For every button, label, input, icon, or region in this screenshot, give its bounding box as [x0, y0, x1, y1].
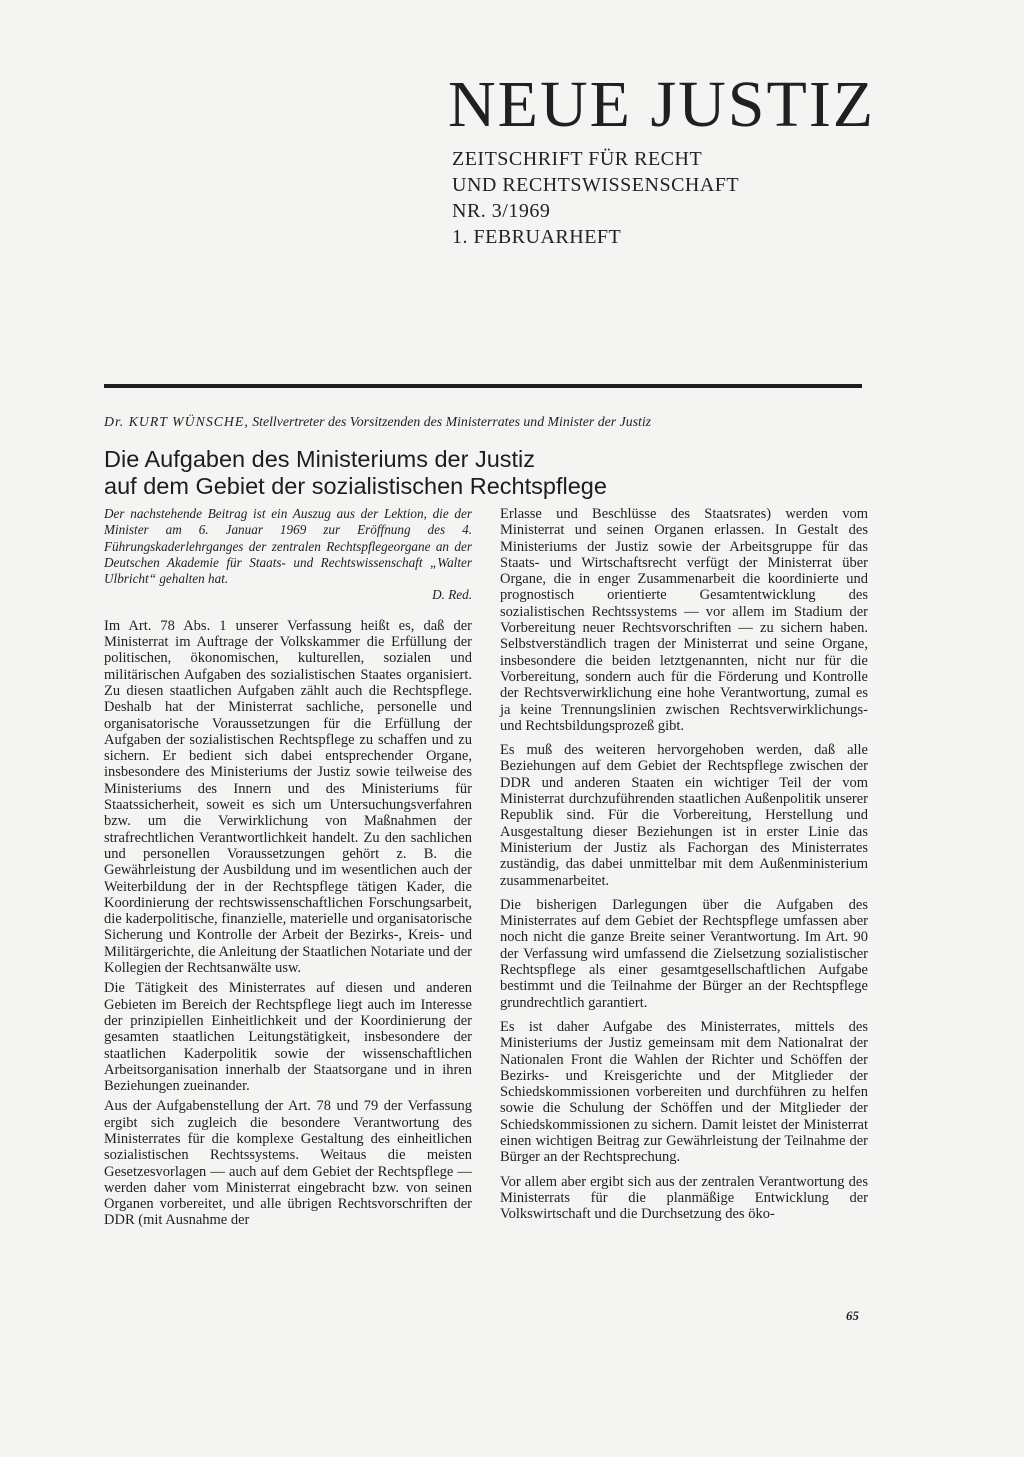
- body-paragraph: Es muß des weiteren hervorgehoben werden, daß alle Beziehungen auf dem Gebiet der Rechtspflege zwischen der DDR und anderen Staaten ein wichtiger Teil der vom Ministerrat durchzuführenden staatlichen Außenpolitik unserer Republik sind. Für die Vorbereitung, Herstellung und Ausgestaltung dieser Beziehungen ist in erster Linie das Ministerium der Justiz als Fachorgan des Ministerrates zuständig, das dabei unmittelbar mit dem Außenministerium zusammenarbeitet.: [500, 742, 868, 889]
- left-column: [104, 506, 472, 1233]
- masthead-subtitle-block: [452, 146, 952, 250]
- header-divider: [104, 384, 862, 388]
- issue-number: NR. 3/1969: [452, 200, 551, 222]
- journal-subtitle-line1: ZEITSCHRIFT FÜR RECHT: [452, 148, 703, 170]
- editorial-signature: D. Red.: [432, 587, 472, 603]
- page-number: 65: [846, 1308, 859, 1323]
- author-name: Dr. KURT WÜNSCHE,: [104, 414, 249, 429]
- author-role: Stellvertreter des Vorsitzenden des Ministerrates und Minister der Justiz: [252, 414, 652, 429]
- journal-subtitle-line2: UND RECHTSWISSENSCHAFT: [452, 174, 740, 196]
- editorial-intro: Der nachstehende Beitrag ist ein Auszug aus der Lektion, die der Minister am 6. Januar 1969 zur Eröffnung des 4. Führungskaderlehrganges der zentralen Rechtspflegeorgane an der Deutschen Akademie für Staats- und Rechtswissenschaft „Walter Ulbricht“ gehalten hat.: [104, 506, 472, 587]
- journal-title: NEUE JUSTIZ: [448, 68, 876, 141]
- article-headline: [104, 446, 624, 500]
- body-paragraph: Die bisherigen Darlegungen über die Aufgaben des Ministerrates auf dem Gebiet der Rechtspflege umfassen aber noch nicht die ganze Breite seiner Verantwortung. Im Art. 90 der Verfassung wird umfassend die Zielsetzung sozialistischer Rechtspflege als einer gesamtgesellschaftlichen Aufgabe bestimmt und die Teilnahme der Bürger an der Rechtspflege grundrechtlich garantiert.: [500, 896, 868, 1011]
- body-paragraph: Es ist daher Aufgabe des Ministerrates, mittels des Ministeriums der Justiz gemeinsam mit dem Nationalrat der Nationalen Front die Wahlen der Richter und Schöffen der Bezirks- und Kreisgerichte und der Mitglieder der Schiedskommissionen vorbereiten und durchführen zu helfen sowie die Schulung der Schöffen und der Mitglieder der Schiedskommissionen zu sichern. Damit leistet der Ministerrat einen wichtigen Beitrag zur Gewährleistung der Teilnahme der Bürger an der Rechtsprechung.: [500, 1018, 868, 1166]
- issue-part: 1. FEBRUARHEFT: [452, 226, 622, 248]
- body-paragraph: Vor allem aber ergibt sich aus der zentralen Verantwortung des Ministerrats für die planmäßige Entwicklung der Volkswirtschaft und die Durchsetzung des öko-: [500, 1173, 868, 1223]
- headline-line1: Die Aufgaben des Ministeriums der Justiz: [104, 446, 536, 472]
- body-paragraph: Erlasse und Beschlüsse des Staatsrates) werden vom Ministerrat und seinen Organen erlassen. In Gestalt des Ministeriums der Justiz sowie der Arbeitsgruppe für das Staats- und Wirtschaftsrecht verfügt der Ministerrat über Organe, die in enger Zusammenarbeit die koordinierte und prognostisch orientierte Gesamtentwicklung des sozialistischen Rechtssystems — vor allem im Stadium der Vorbereitung neuer Rechtsvorschriften — zu sichern haben. Selbstverständlich tragen der Ministerrat und seine Organe, insbesondere die beiden letztgenannten, nicht nur für die Vorbereitung, sondern auch für die Förderung und Kontrolle der Rechtsverwirklichung eine hohe Verantwortung, zumal es ja keine Trennungslinien zwischen Rechtsverwirklichungs- und Rechtsbildungsprozeß gibt.: [500, 506, 868, 734]
- body-paragraph: Die Tätigkeit des Ministerrates auf diesen und anderen Gebieten im Bereich der Rechtspflege liegt auch im Interesse der prinzipiellen Einheitlichkeit und der Koordinierung der gesamten staatlichen Leitungstätigkeit, insbesondere der staatlichen Kaderpolitik sowie der wissenschaftlichen Arbeitsorganisation innerhalb der Staatsorgane und in ihren Beziehungen zueinander.: [104, 980, 472, 1095]
- author-line: [104, 413, 864, 431]
- headline-line2: auf dem Gebiet der sozialistischen Rechtspflege: [104, 473, 607, 499]
- body-paragraph: Aus der Aufgabenstellung der Art. 78 und 79 der Verfassung ergibt sich zugleich die besondere Verantwortung des Ministerrates für die komplexe Gestaltung des einheitlichen sozialistischen Rechtssystems. Weitaus die meisten Gesetzesvorlagen — auch auf dem Gebiet der Rechtspflege — werden daher vom Ministerrat eingebracht bzw. von seinen Organen vorbereitet, und alle übrigen Rechtsvorschriften der DDR (mit Ausnahme der: [104, 1098, 472, 1229]
- body-paragraph: Im Art. 78 Abs. 1 unserer Verfassung heißt es, daß der Ministerrat im Auftrage der Volkskammer die Erfüllung der politischen, ökonomischen, kulturellen, sozialen und militärischen Aufgaben des sozialistischen Staates organisiert. Zu diesen staatlichen Aufgaben zählt auch die Rechtspflege. Deshalb hat der Ministerrat sachliche, personelle und organisatorische Voraussetzungen für die Erfüllung der Aufgaben der sozialistischen Rechtspflege zu schaffen und zu sichern. Er bedient sich dabei entsprechender Organe, insbesondere des Ministeriums der Justiz sowie teilweise des Ministeriums des Innern und des Ministeriums für Staatssicherheit, soweit es sich um Untersuchungsverfahren bzw. um die Verwirklichung von Maßnahmen der strafrechtlichen Verantwortlichkeit handelt. Zu den sachlichen und personellen Voraussetzungen gehört z. B. die Gewährleistung der Ausbildung und im wesentlichen auch der Weiterbildung der in der Rechtspflege tätigen Kader, die Koordinierung der rechtswissenschaftlichen Forschungsarbeit, die kaderpolitische, finanzielle, materielle und organisatorische Sicherung und Kontrolle der Arbeit der Bezirks-, Kreis- und Militärgerichte, die Anleitung der Staatlichen Notariate und der Kollegien der Rechtsanwälte usw.: [104, 617, 472, 977]
- right-column: [500, 506, 868, 1226]
